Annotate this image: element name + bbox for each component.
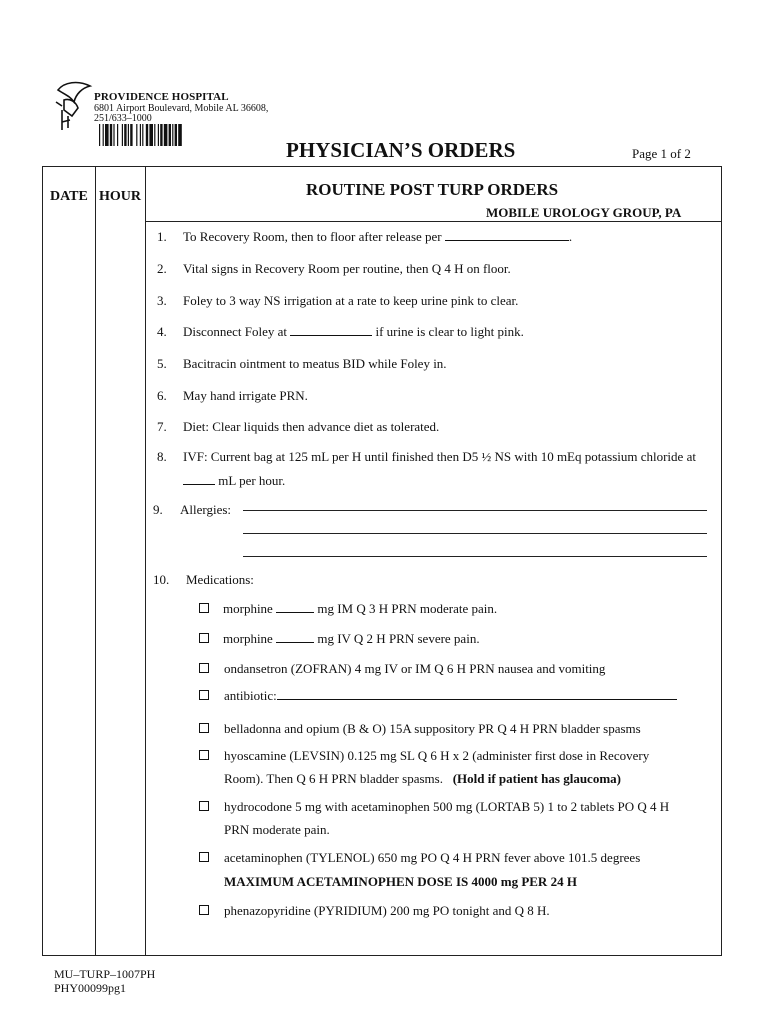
hospital-name: PROVIDENCE HOSPITAL xyxy=(94,91,229,103)
morphine-im-dose-field[interactable] xyxy=(276,601,314,613)
order-5-text: Bacitracin ointment to meatus BID while Foley in. xyxy=(183,356,447,371)
med-checkbox[interactable] xyxy=(199,750,209,760)
med-ondansetron: ondansetron (ZOFRAN) 4 mg IV or IM Q 6 H PRN nausea and vomiting xyxy=(224,661,606,676)
order-number: 2. xyxy=(157,261,167,276)
date-hour-divider xyxy=(95,166,96,956)
med-phenazopyridine: phenazopyridine (PYRIDIUM) 200 mg PO tonight and Q 8 H. xyxy=(224,903,550,918)
morphine-iv-dose-field[interactable] xyxy=(276,631,314,643)
allergies-field-line-2[interactable] xyxy=(243,533,707,534)
order-text: if urine is clear to light pink. xyxy=(375,324,524,339)
med-text: morphine xyxy=(223,631,273,646)
med-antibiotic xyxy=(224,688,677,704)
med-checkbox[interactable] xyxy=(199,690,209,700)
page-code: PHY00099pg1 xyxy=(54,981,127,995)
order-number: 1. xyxy=(157,229,167,244)
order-8-text-cont xyxy=(183,473,285,489)
med-acetaminophen: acetaminophen (TYLENOL) 650 mg PO Q 4 H PRN fever above 101.5 degrees xyxy=(224,850,641,865)
med-text: morphine xyxy=(223,601,273,616)
med-hyoscamine: hyoscamine (LEVSIN) 0.125 mg SL Q 6 H x 2 (administer first dose in Recovery xyxy=(224,748,650,763)
med-text: antibiotic: xyxy=(224,688,277,703)
form-title: PHYSICIAN’S ORDERS xyxy=(286,138,516,162)
order-number: 9. xyxy=(153,502,163,517)
allergies-label: Allergies: xyxy=(180,502,232,517)
order-1-text xyxy=(183,229,572,245)
hospital-logo-icon xyxy=(52,80,94,132)
hospital-address: 6801 Airport Boulevard, Mobile AL 36608, xyxy=(94,103,269,114)
group-name: MOBILE UROLOGY GROUP, PA xyxy=(486,205,682,220)
med-text: mg IV Q 2 H PRN severe pain. xyxy=(317,631,480,646)
order-number: 8. xyxy=(157,449,167,464)
order-number: 3. xyxy=(157,293,167,308)
med-morphine-iv xyxy=(223,631,480,647)
glaucoma-warning: (Hold if patient has glaucoma) xyxy=(452,771,621,786)
med-hyoscamine-cont xyxy=(224,771,621,787)
order-8-text: IVF: Current bag at 125 mL per H until finished then D5 ½ NS with 10 mEq potassium chloride at xyxy=(183,449,696,464)
hospital-phone: 251/633–1000 xyxy=(94,113,152,124)
med-checkbox[interactable] xyxy=(199,905,209,915)
order-number: 4. xyxy=(157,324,167,339)
med-checkbox[interactable] xyxy=(199,603,209,613)
column-header-date: DATE xyxy=(50,189,88,204)
order-3-text: Foley to 3 way NS irrigation at a rate to keep urine pink to clear. xyxy=(183,293,519,308)
med-text: Room). Then Q 6 H PRN bladder spasms. xyxy=(224,771,443,786)
order-set-title: ROUTINE POST TURP ORDERS xyxy=(306,180,559,199)
header-divider xyxy=(145,221,722,222)
page-indicator: Page 1 of 2 xyxy=(632,146,691,161)
med-checkbox[interactable] xyxy=(199,633,209,643)
order-text: mL per hour. xyxy=(218,473,286,488)
disconnect-foley-field[interactable] xyxy=(290,324,372,336)
allergies-field-line-3[interactable] xyxy=(243,556,707,557)
med-hydrocodone-cont: PRN moderate pain. xyxy=(224,822,330,837)
barcode xyxy=(98,124,226,146)
order-number: 6. xyxy=(157,388,167,403)
order-text: Disconnect Foley at xyxy=(183,324,287,339)
order-2-text: Vital signs in Recovery Room per routine, then Q 4 H on floor. xyxy=(183,261,511,276)
antibiotic-field[interactable] xyxy=(277,688,677,700)
hour-orders-divider xyxy=(145,166,146,956)
med-checkbox[interactable] xyxy=(199,663,209,673)
med-text: mg IM Q 3 H PRN moderate pain. xyxy=(317,601,498,616)
med-checkbox[interactable] xyxy=(199,723,209,733)
med-checkbox[interactable] xyxy=(199,852,209,862)
form-code: MU–TURP–1007PH xyxy=(54,967,156,981)
order-text: To Recovery Room, then to floor after release per xyxy=(183,229,442,244)
order-number: 5. xyxy=(157,356,167,371)
allergies-field[interactable] xyxy=(243,510,707,511)
orders-table-frame xyxy=(42,166,722,956)
order-6-text: May hand irrigate PRN. xyxy=(183,388,308,403)
med-hydrocodone: hydrocodone 5 mg with acetaminophen 500 mg (LORTAB 5) 1 to 2 tablets PO Q 4 H xyxy=(224,799,670,814)
order-number: 7. xyxy=(157,419,167,434)
order-text: . xyxy=(568,229,573,244)
acetaminophen-max-warning: MAXIMUM ACETAMINOPHEN DOSE IS 4000 mg PER 24 H xyxy=(224,874,577,889)
release-physician-field[interactable] xyxy=(445,229,569,241)
med-checkbox[interactable] xyxy=(199,801,209,811)
order-4-text xyxy=(183,324,524,340)
ivf-rate-field[interactable] xyxy=(183,473,215,485)
order-number: 10. xyxy=(153,572,170,587)
medications-label: Medications: xyxy=(186,572,254,587)
med-belladonna: belladonna and opium (B & O) 15A suppository PR Q 4 H PRN bladder spasms xyxy=(224,721,641,736)
order-7-text: Diet: Clear liquids then advance diet as tolerated. xyxy=(183,419,440,434)
column-header-hour: HOUR xyxy=(99,189,141,204)
med-morphine-im xyxy=(223,601,497,617)
